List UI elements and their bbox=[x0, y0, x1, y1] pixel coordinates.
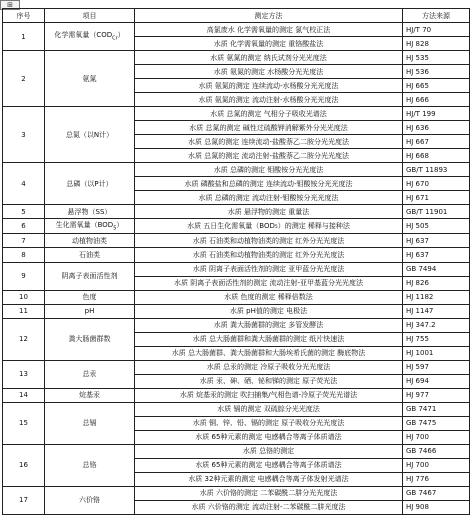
pollutant-item-label: 动植物油类 bbox=[72, 236, 107, 245]
table-row bbox=[3, 402, 470, 416]
row-number: 15 bbox=[3, 402, 45, 444]
test-method: 水质 总磷的测定 钼酸铵分光光度法 bbox=[135, 163, 403, 177]
test-method: 水质 总大肠菌群和粪大肠菌群的测定 纸片快速法 bbox=[135, 332, 403, 346]
test-method: 水质 铜、锌、铅、镉的测定 原子吸收分光光度法 bbox=[135, 416, 403, 430]
test-method: 水质 汞、砷、硒、铋和锑的测定 原子荧光法 bbox=[135, 374, 403, 388]
method-standard: HJ 535 bbox=[403, 51, 470, 65]
pollutant-item bbox=[45, 486, 135, 514]
pollutant-item bbox=[45, 360, 135, 388]
table-row bbox=[3, 234, 470, 248]
method-standard: GB/T 11893 bbox=[403, 163, 470, 177]
test-method: 水质 石油类和动植物油类的测定 红外分光光度法 bbox=[135, 234, 403, 248]
test-method: 水质 石油类和动植物油类的测定 红外分光光度法 bbox=[135, 248, 403, 262]
test-method: 水质 氨氮的测定 连续流动-水杨酸分光光度法 bbox=[135, 79, 403, 93]
test-method: 水质 总铬的测定 bbox=[135, 444, 403, 458]
method-standard: GB 7475 bbox=[403, 416, 470, 430]
pollutant-item-label: 六价铬 bbox=[79, 496, 100, 505]
test-method: 水质 总氮的测定 连续流动-盐酸萘乙二胺分光光度法 bbox=[135, 135, 403, 149]
row-number: 13 bbox=[3, 360, 45, 388]
test-method: 水质 六价铬的测定 流动注射-二苯碳酰二肼光度法 bbox=[135, 500, 403, 514]
test-method: 水质 粪大肠菌群的测定 多管发酵法 bbox=[135, 318, 403, 332]
pollutant-item-label: 生化需氧量（BOD bbox=[55, 220, 114, 229]
pollutant-item bbox=[45, 248, 135, 262]
test-method: 水质 总氮的测定 气相分子吸收光谱法 bbox=[135, 107, 403, 121]
test-method: 水质 氨氮的测定 水杨酸分光光度法 bbox=[135, 65, 403, 79]
method-standard: GB/T 11901 bbox=[403, 205, 470, 219]
test-method: 水质 化学需氧量的测定 重铬酸盐法 bbox=[135, 37, 403, 51]
method-standard: HJ 977 bbox=[403, 388, 470, 402]
test-method: 水质 氨氮的测定 纳氏试剂分光光度法 bbox=[135, 51, 403, 65]
row-number: 7 bbox=[3, 234, 45, 248]
method-standard: HJ 1001 bbox=[403, 346, 470, 360]
monitoring-methods-table bbox=[2, 8, 470, 515]
table-move-handle[interactable]: ⊞ bbox=[0, 0, 20, 10]
table-row bbox=[3, 304, 470, 318]
method-standard: HJ 670 bbox=[403, 177, 470, 191]
table-row bbox=[3, 51, 470, 65]
pollutant-item bbox=[45, 388, 135, 402]
pollutant-item bbox=[45, 163, 135, 205]
pollutant-item-label: 石油类 bbox=[79, 250, 100, 259]
method-standard: HJ 666 bbox=[403, 93, 470, 107]
method-standard: HJ 700 bbox=[403, 458, 470, 472]
test-method: 水质 总磷的测定 流动注射-钼酸铵分光光度法 bbox=[135, 191, 403, 205]
method-standard: HJ 667 bbox=[403, 135, 470, 149]
table-row bbox=[3, 248, 470, 262]
row-number: 9 bbox=[3, 262, 45, 290]
test-method: 水质 阴离子表面活性剂的测定 流动注射-亚甲基蓝分光光度法 bbox=[135, 276, 403, 290]
pollutant-item bbox=[45, 290, 135, 304]
table-row bbox=[3, 444, 470, 458]
pollutant-item bbox=[45, 107, 135, 163]
row-number: 1 bbox=[3, 23, 45, 51]
header-item: 项目 bbox=[45, 9, 135, 23]
row-number: 8 bbox=[3, 248, 45, 262]
header-no: 序号 bbox=[3, 9, 45, 23]
test-method: 水质 烷基汞的测定 吹扫捕集/气相色谱-冷原子荧光光谱法 bbox=[135, 388, 403, 402]
pollutant-item: 化学需氧量$(COD_{Cr})$ bbox=[45, 23, 135, 51]
method-standard: HJ 908 bbox=[403, 500, 470, 514]
test-method: 水质 悬浮物的测定 重量法 bbox=[135, 205, 403, 219]
pollutant-item bbox=[45, 444, 135, 486]
table-row bbox=[3, 290, 470, 304]
header-std: 方法来源 bbox=[403, 9, 470, 23]
test-method: 水质 65种元素的测定 电感耦合等离子体质谱法 bbox=[135, 458, 403, 472]
method-standard: HJ 665 bbox=[403, 79, 470, 93]
row-number: 4 bbox=[3, 163, 45, 205]
method-standard: GB 7467 bbox=[403, 486, 470, 500]
table-row bbox=[3, 163, 470, 177]
table-row bbox=[3, 219, 470, 234]
method-standard: HJ 536 bbox=[403, 65, 470, 79]
row-number: 2 bbox=[3, 51, 45, 107]
pollutant-item bbox=[45, 402, 135, 444]
row-number: 17 bbox=[3, 486, 45, 514]
pollutant-item-label: 氨氮 bbox=[82, 74, 97, 83]
method-standard: HJ 694 bbox=[403, 374, 470, 388]
table-row bbox=[3, 262, 470, 276]
pollutant-item-label: 粪大肠菌群数 bbox=[68, 335, 111, 344]
pollutant-item bbox=[45, 51, 135, 107]
pollutant-item-label: 化学需氧量（COD bbox=[54, 30, 113, 39]
pollutant-item-label: 总铬 bbox=[82, 461, 97, 470]
method-standard: HJ 828 bbox=[403, 37, 470, 51]
method-standard: GB 7471 bbox=[403, 402, 470, 416]
test-method: 水质 总氮的测定 碱性过硫酸钾消解紫外分光光度法 bbox=[135, 121, 403, 135]
method-standard: HJ 668 bbox=[403, 149, 470, 163]
method-standard: HJ 1147 bbox=[403, 304, 470, 318]
row-number: 3 bbox=[3, 107, 45, 163]
pollutant-item bbox=[45, 304, 135, 318]
pollutant-item bbox=[45, 234, 135, 248]
pollutant-item-label: 烷基汞 bbox=[79, 391, 100, 400]
table-row bbox=[3, 318, 470, 332]
method-standard: HJ 597 bbox=[403, 360, 470, 374]
subscript: 5 bbox=[113, 225, 117, 232]
table-row bbox=[3, 388, 470, 402]
method-standard: HJ 755 bbox=[403, 332, 470, 346]
method-standard: HJ 637 bbox=[403, 248, 470, 262]
table-row bbox=[3, 205, 470, 219]
pollutant-item-label: 总氮（以N计） bbox=[65, 130, 114, 139]
pollutant-item: 生化需氧量$(BOD_5)$ bbox=[45, 219, 135, 234]
pollutant-item-label: pH bbox=[84, 307, 95, 316]
row-number: 10 bbox=[3, 290, 45, 304]
test-method: 水质 磷酸盐和总磷的测定 连续流动-钼酸铵分光光度法 bbox=[135, 177, 403, 191]
test-method: 水质 六价铬的测定 二苯碳酰二肼分光光度法 bbox=[135, 486, 403, 500]
test-method: 高氯废水 化学需氧量的测定 氯气校正法 bbox=[135, 23, 403, 37]
method-standard: HJ 671 bbox=[403, 191, 470, 205]
method-standard: HJ 636 bbox=[403, 121, 470, 135]
method-standard: HJ/T 199 bbox=[403, 107, 470, 121]
method-standard: HJ 347.2 bbox=[403, 318, 470, 332]
pollutant-item-label: 悬浮物（SS） bbox=[67, 207, 112, 216]
method-standard: GB 7466 bbox=[403, 444, 470, 458]
test-method: 水质 镉的测定 双硫腙分光光度法 bbox=[135, 402, 403, 416]
pollutant-item bbox=[45, 262, 135, 290]
subscript: Cr bbox=[112, 35, 118, 42]
pollutant-item-label: 总磷（以P计） bbox=[66, 179, 113, 188]
row-number: 16 bbox=[3, 444, 45, 486]
method-standard: HJ 637 bbox=[403, 234, 470, 248]
method-standard: HJ 1182 bbox=[403, 290, 470, 304]
test-method: 水质 65种元素的测定 电感耦合等离子体质谱法 bbox=[135, 430, 403, 444]
method-standard: HJ/T 70 bbox=[403, 23, 470, 37]
test-method: 水质 总氮的测定 流动注射-盐酸萘乙二胺分光光度法 bbox=[135, 149, 403, 163]
row-number: 12 bbox=[3, 318, 45, 360]
method-standard: GB 7494 bbox=[403, 262, 470, 276]
pollutant-item bbox=[45, 318, 135, 360]
row-number: 14 bbox=[3, 388, 45, 402]
pollutant-item-label: 色度 bbox=[82, 293, 97, 302]
row-number: 5 bbox=[3, 205, 45, 219]
row-number: 11 bbox=[3, 304, 45, 318]
row-number: 6 bbox=[3, 219, 45, 234]
table-row bbox=[3, 360, 470, 374]
header-method: 测定方法 bbox=[135, 9, 403, 23]
table-row bbox=[3, 23, 470, 37]
pollutant-item bbox=[45, 205, 135, 219]
header-row bbox=[3, 9, 470, 23]
test-method: 水质 氨氮的测定 流动注射-水杨酸分光光度法 bbox=[135, 93, 403, 107]
pollutant-item-label: 总汞 bbox=[82, 370, 97, 379]
test-method: 水质 总汞的测定 冷原子吸收分光光度法 bbox=[135, 360, 403, 374]
test-method: 水质 阴离子表面活性剂的测定 亚甲蓝分光光度法 bbox=[135, 262, 403, 276]
method-standard: HJ 776 bbox=[403, 472, 470, 486]
test-method: 水质 五日生化需氧量（BOD₅）的测定 稀释与接种法 bbox=[135, 219, 403, 234]
test-method: 水质 色度的测定 稀释倍数法 bbox=[135, 290, 403, 304]
pollutant-item-label: 阴离子表面活性剂 bbox=[61, 272, 118, 281]
pollutant-item-label: 总镉 bbox=[82, 419, 97, 428]
test-method: 水质 pH值的测定 电极法 bbox=[135, 304, 403, 318]
table-row bbox=[3, 107, 470, 121]
table-body bbox=[3, 23, 470, 515]
test-method: 水质 32种元素的测定 电感耦合等离子体发射光谱法 bbox=[135, 472, 403, 486]
method-standard: HJ 826 bbox=[403, 276, 470, 290]
table-row bbox=[3, 486, 470, 500]
method-standard: HJ 505 bbox=[403, 219, 470, 234]
method-standard: HJ 700 bbox=[403, 430, 470, 444]
test-method: 水质 总大肠菌群、粪大肠菌群和大肠埃希氏菌的测定 酶底物法 bbox=[135, 346, 403, 360]
